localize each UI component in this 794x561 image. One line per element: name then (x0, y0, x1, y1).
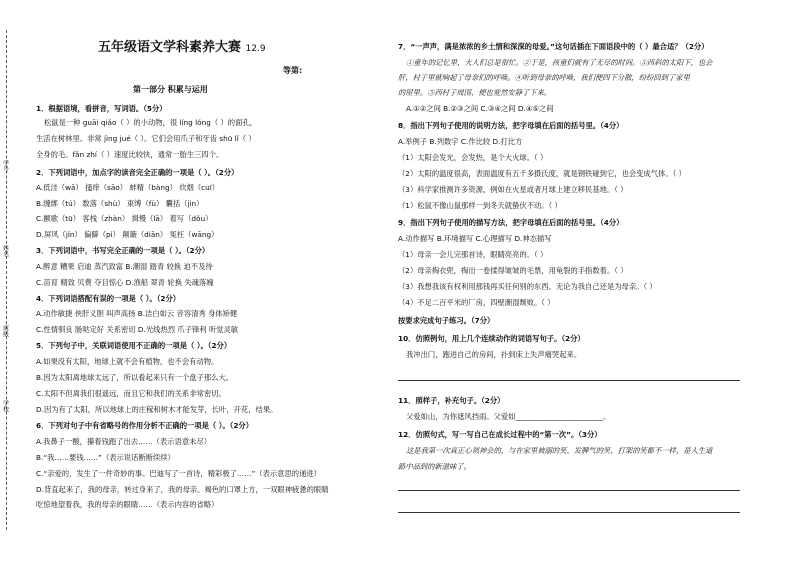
q5-option: D.因为有了太阳，所以地球上的庄稼和树木才能发芽，长叶，开花，结果。 (36, 405, 278, 414)
q1-text: 松鼠是一种 guāi qiǎo（ ）的小动物，很 líng lóng（ ）的面孔， (44, 118, 257, 127)
question-8: 8．指出下列句子使用的说明方法，把字母填在后面的括号里。（4分） (398, 121, 624, 130)
question-7: 7．“一声声，满是浓浓的乡土情和深深的母爱。”这句话插在下面语段中的（ ）最合适？（2分） (398, 42, 709, 51)
binding-dashed-line (6, 30, 8, 530)
q4-option: C.性情驯良 肠哒定好 关系密切 D.光线热烈 爪子锋利 听觉灵敏 (36, 325, 239, 334)
q7-passage: 的屋里。⑤西村子周围，便也宽然安静了下来。 (398, 88, 552, 97)
question-2: 2．下列词语中，加点字的读音完全正确的一项是（ ）。（2分） (36, 168, 239, 177)
question-1: 1．根据语境，看拼音，写词语。（5分） (36, 104, 167, 113)
right-column (398, 0, 772, 561)
question-9: 9．指出下列句子使用的描写方法，把字母填在后面的括号里。（4分） (398, 218, 624, 227)
q8-item: （3）科学家推测许多资源，例如在火星或者月球上建立移民基地。（ ） (398, 185, 628, 194)
q5-option: A.如果没有太阳，地球上就不会有植物，也不会有动物。 (36, 357, 219, 366)
name-label: 姓名 (1, 245, 9, 257)
left-column (36, 0, 388, 561)
q10-example: 我冲出门，跑进自己的房间，扑到床上失声痛哭起来。 (406, 350, 582, 359)
q9-item: （2）母亲掏衣兜，掏出一卷揉得皱皱的毛票，用龟裂的手指数着。（ ） (398, 266, 628, 275)
q11-prompt[interactable]: 父爱如山，为你遮风挡雨。父爱如________________________。 (406, 412, 611, 421)
binding-margin (0, 0, 32, 561)
q7-options: A.①②之间 B.②③之间 C.③④之间 D.④⑤之间 (406, 104, 554, 113)
q8-item: （1）松鼠不像山鼠那样一到冬天就蛰伏不动。（ ） (398, 201, 562, 210)
q8-item: （1）太阳会发光，会发热，是个大火球。（ ） (398, 153, 548, 162)
q5-option: B.因为太阳离地球太远了，所以看起来只有一个盘子那么大。 (36, 373, 234, 382)
q9-choices: A.动作描写 B.环境描写 C.心理描写 D.神态描写 (398, 234, 552, 243)
q9-item: （1）母亲一会儿完那首诗，眼睛亮亮的。（ ） (398, 250, 548, 259)
q12-example: 这是我第一次真正心领神会的，与在家里被溺的笑、发脾气的笑、打架的笑都不一样，是人生道 (406, 446, 713, 455)
student-id-label: 学号 (1, 160, 9, 172)
q2-option: D.屏风（jǐn） 偏僻（pì） 颠簸（diān） 冤枉（wāng） (36, 230, 219, 239)
question-10: 10．仿照例句，用上几个连续动作的词语写句子。（2分） (398, 334, 585, 343)
q8-choices: A.举例子 B.列数字 C.作比较 D.打比方 (398, 137, 523, 146)
q9-item: （4）不足二百平米的厂房，四壁潮湿颓败。（ ） (398, 298, 555, 307)
q2-option: B.缠绑（tú） 数落（shù） 束缚（fù） 囊括（jìn） (36, 199, 204, 208)
question-6: 6．下列对句子中有省略号的作用分析不正确的一项是（ ）。（2分） (36, 421, 254, 430)
q10-answer-line[interactable] (398, 380, 740, 381)
q1-text: 全身的毛。fǎn zhí（ ）速度比较快，通常一胎生三四个。 (36, 150, 224, 159)
question-4: 4．下列词语搭配有误的一项是（ ）。（2分） (36, 294, 181, 303)
q6-option: 吃惊地望着我，我的母亲的眼睛……（表示内容的省略） (36, 500, 219, 509)
question-3: 3．下列词语中，书写完全正确的一项是（ ）。（2分） (36, 246, 210, 255)
title-text: 五年级语文学科素养大赛 (98, 40, 242, 55)
class-label: 班级 (1, 325, 9, 337)
q12-example: 路中品到的新滋味了。 (398, 462, 471, 471)
section-heading: 第一部分 积累与运用 (133, 85, 208, 94)
q1-text: 生活在树林里。非常 jìng jué（ ）。它们会用爪子和牙齿 shū lǐ（ ） (36, 134, 256, 143)
school-label: 学校 (1, 400, 9, 412)
q12-answer-line[interactable] (398, 512, 740, 513)
q3-option: C.苗育 精致 贝费 夺目惊心 D.渔船 翠青 轮换 失魂落魄 (36, 278, 214, 287)
q2-option: C.颤歌（tū） 客栈（zhàn） 揖慢（lā） 着写（dǒu） (36, 214, 213, 223)
q3-option: A.醉意 糟果 启迪 蒸汽致富 B.潮湿 踏青 较换 迫不及待 (36, 262, 213, 271)
q7-passage: 肝，村子里就响起了母亲们的呼唤。④听到母亲的呼唤，我们便四下分散，纷纷回到了家里 (398, 73, 690, 82)
q12-answer-line[interactable] (398, 490, 740, 491)
score-label: 等第: (283, 66, 303, 75)
q5-option: C.太阳不但离我们很遥远，而且它和我们的关系非常密切。 (36, 389, 226, 398)
q6-option: C.“亲爱的，发生了一件奇妙的事。巴迪写了一首诗，精彩极了……”（表示意思的递进） (36, 469, 321, 478)
q7-passage: ①童年的记忆里，大人们总是很忙。②于是，孩童们就有了无尽的时间。③西斜的太阳下，也会 (406, 58, 713, 67)
question-5: 5．下列句子中，关联词语使用不正确的一项是（ ）。（2分） (36, 341, 232, 350)
q2-option: A.低洼（wā） 搔痒（sāo） 蚌精（bàng） 炊烟（cuī） (36, 183, 220, 192)
sentence-practice-heading: 按要求完成句子练习。（7分） (398, 316, 495, 325)
question-12: 12．仿照句式，写一写自己在成长过程中的“第一次”。（3分） (398, 430, 602, 439)
q8-item: （2）太阳的温度很高，表面温度有五千多摄氏度，就是钢铁碰到它，也会变成气体。（ ） (398, 169, 686, 178)
q6-option: B.“我……要钱……”（表示说话断断续续） (36, 453, 175, 462)
title-date: 12.9 (245, 44, 266, 54)
q6-option: A.我鼻子一酸，攥着钱跑了出去……（表示语意未尽） (36, 437, 212, 446)
q9-item: （3）我想我该有权利用那钱再买任何别的东西。无论为我自己还是为母亲。（ ） (398, 282, 657, 291)
q4-option: A.动作敏捷 侠肝义胆 叫声高扬 B.洁白如云 音容清秀 身体矫健 (36, 309, 238, 318)
exam-title (98, 40, 266, 56)
q6-option: D.背直起来了，我的母亲，转过身来了，我的母亲。褐色的口罩上方，一双眼神疲惫的眼睛 (36, 485, 329, 494)
question-11: 11．照样子，补充句子。（2分） (398, 396, 505, 405)
